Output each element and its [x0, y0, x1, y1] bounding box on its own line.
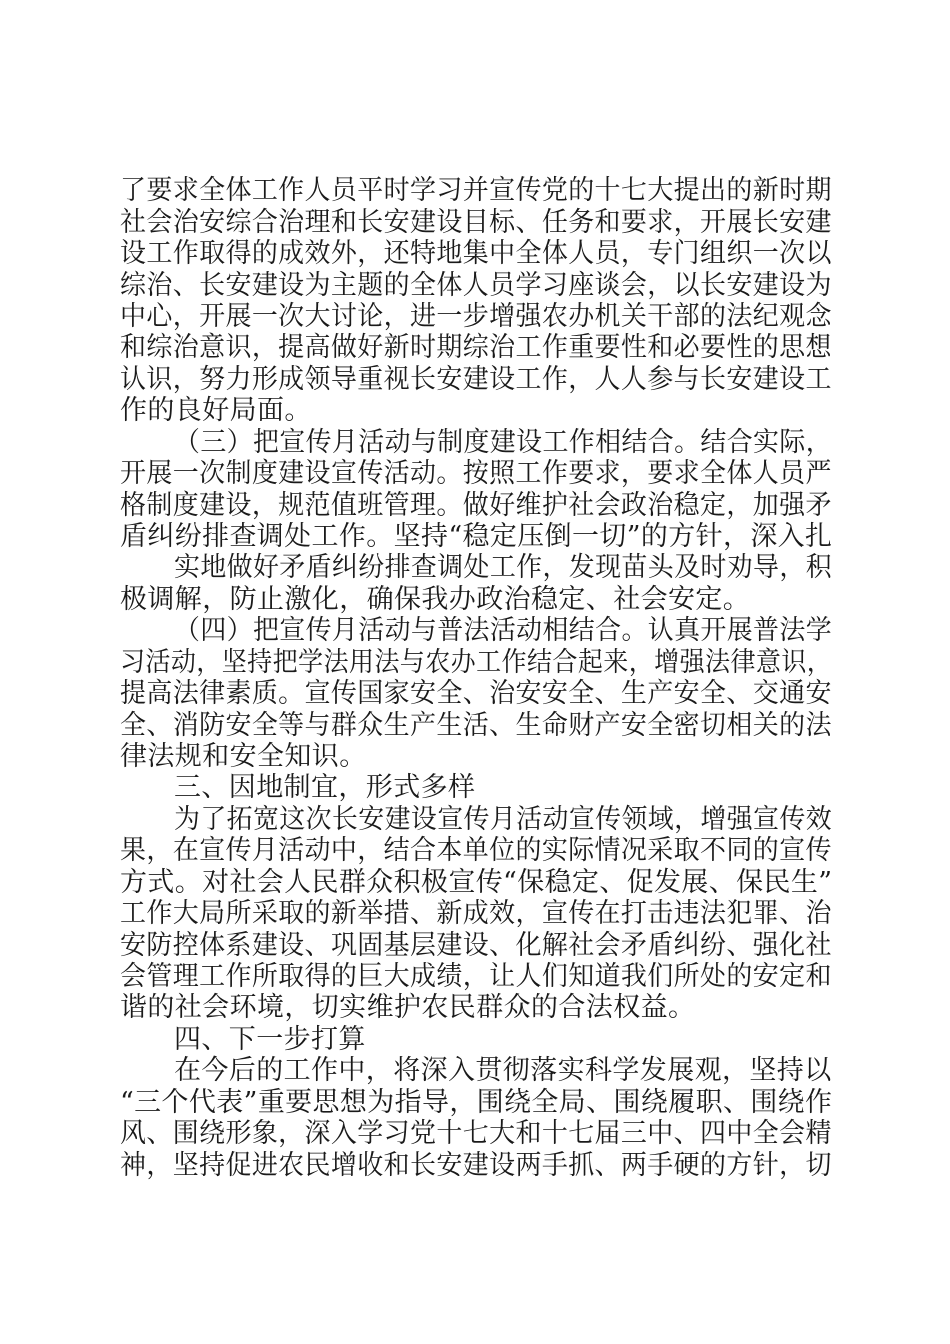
text-line: 开展一次制度建设宣传活动。按照工作要求，要求全体人员严: [120, 458, 832, 489]
text-line: 风、围绕形象，深入学习党十七大和十七届三中、四中全会精: [120, 1118, 832, 1149]
text-line: 极调解，防止激化，确保我办政治稳定、社会安定。: [120, 584, 751, 615]
text-line: 工作大局所采取的新举措、新成效，宣传在打击违法犯罪、治: [120, 898, 832, 929]
text-line: 提高法律素质。宣传国家安全、治安安全、生产安全、交通安: [120, 678, 832, 709]
text-line: 在今后的工作中，将深入贯彻落实科学发展观，坚持以: [174, 1055, 832, 1086]
text-line: 全、消防安全等与群众生产生活、生命财产安全密切相关的法: [120, 710, 832, 741]
text-line: 为了拓宽这次长安建设宣传月活动宣传领域，增强宣传效: [174, 804, 833, 835]
text-line: 实地做好矛盾纠纷排查调处工作，发现苗头及时劝导，积: [174, 552, 833, 583]
section-heading: 四、下一步打算: [174, 1024, 366, 1055]
section-heading: （四）把宣传月活动与普法活动相结合。认真开展普法学: [174, 615, 833, 646]
section-heading: 三、因地制宜，形式多样: [174, 772, 476, 803]
text-line: 中心，开展一次大讨论，进一步增强农办机关干部的法纪观念: [120, 301, 832, 332]
text-line: 和综治意识，提高做好新时期综治工作重要性和必要性的思想: [120, 332, 832, 363]
text-line: 会管理工作所取得的巨大成绩，让人们知道我们所处的安定和: [120, 961, 832, 992]
text-line: 律法规和安全知识。: [120, 741, 367, 772]
text-line: 习活动，坚持把学法用法与农办工作结合起来，增强法律意识，: [120, 647, 833, 678]
text-line: 认识，努力形成领导重视长安建设工作，人人参与长安建设工: [120, 364, 832, 395]
text-line: 格制度建设，规范值班管理。做好维护社会政治稳定，加强矛: [120, 490, 832, 521]
section-heading: （三）把宣传月活动与制度建设工作相结合。结合实际，: [174, 427, 833, 458]
text-line: 综治、长安建设为主题的全体人员学习座谈会，以长安建设为: [120, 270, 832, 301]
text-line: 设工作取得的成效外，还特地集中全体人员，专门组织一次以: [120, 238, 832, 269]
text-line: “三个代表”重要思想为指导，围绕全局、围绕履职、围绕作: [120, 1087, 833, 1118]
text-line: 谐的社会环境，切实维护农民群众的合法权益。: [120, 992, 696, 1023]
text-line: 果，在宣传月活动中，结合本单位的实际情况采取不同的宣传: [120, 835, 832, 866]
text-line: 社会治安综合治理和长安建设目标、任务和要求，开展长安建: [120, 207, 832, 238]
text-line: 盾纠纷排查调处工作。坚持“稳定压倒一切”的方针，深入扎: [120, 521, 833, 552]
text-line: 作的良好局面。: [120, 395, 312, 426]
text-line: 了要求全体工作人员平时学习并宣传党的十七大提出的新时期: [120, 175, 832, 206]
text-line: 神，坚持促进农民增收和长安建设两手抓、两手硬的方针，切: [120, 1150, 832, 1181]
text-line: 方式。对社会人民群众积极宣传“保稳定、促发展、保民生”: [120, 867, 833, 898]
text-line: 安防控体系建设、巩固基层建设、化解社会矛盾纠纷、强化社: [120, 930, 832, 961]
